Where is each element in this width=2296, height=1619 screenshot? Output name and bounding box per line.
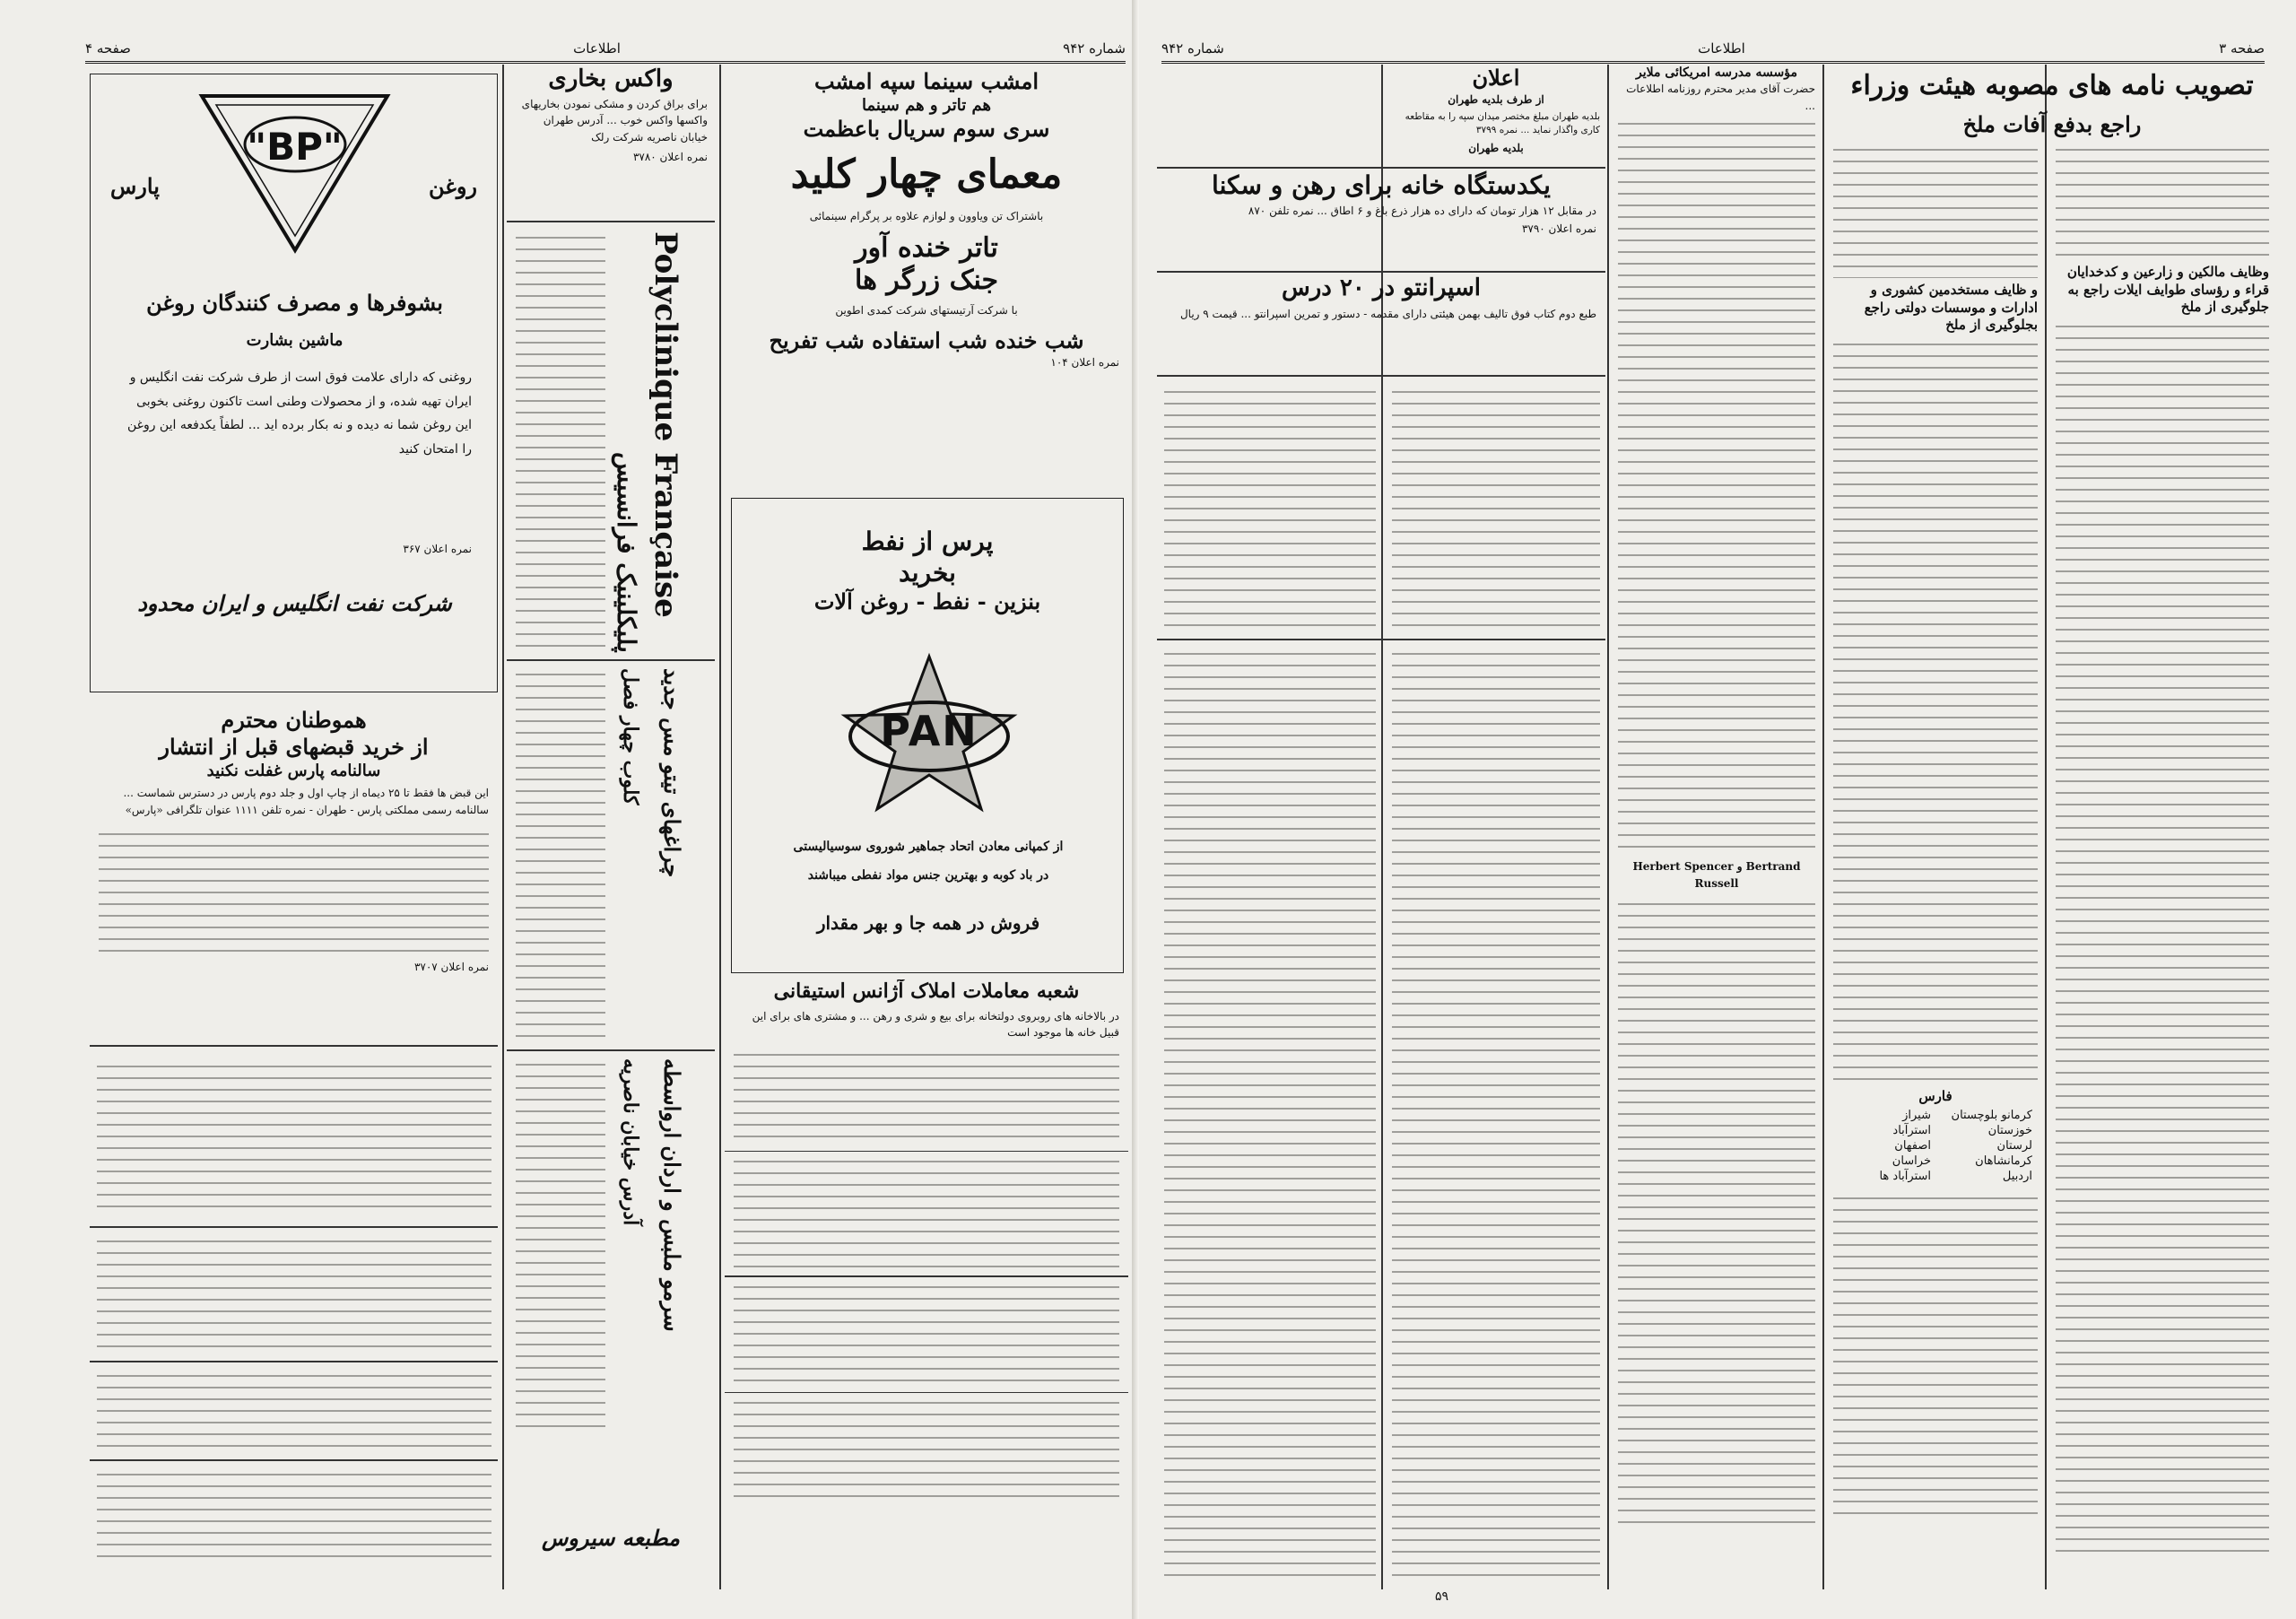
pars-line2: از خرید قبضهای قبل از انتشار [159,734,429,760]
pars-body: این قبض ها فقط تا ۲۵ دیماه از چاپ اول و جلد دوم پارس در دسترس شماست ... سالنامه رسمی مملکتی پارس - طهران - نمره تلفن ۱۱۱۱ عنوان تلگرافی «پارس» [123,787,489,816]
registry-title: شعبه معاملات املاک آژانس استیقانی [773,979,1080,1003]
column-rule [2045,65,2047,1589]
notice-rule [90,1361,498,1362]
folio-number: ۵۹ [1435,1589,1449,1604]
left-notices-column [90,1051,498,1589]
municipality-title: اعلان [1472,65,1520,91]
cinema-line6: تاتر خنده آور [855,231,998,264]
municipality-body: بلدیه طهران مبلغ مختصر میدان سپه را به مقاطعه کاری واگذار نماید ... نمره ۳۷۹۹ [1405,110,1600,136]
registry-lines-2 [734,1155,1119,1272]
municipality-signature: بلدیه طهران [1468,142,1524,155]
pars-body-lines [99,828,489,953]
column-rule [1607,65,1609,1589]
pan-line5: در باد کوبه و بهترین جنس مواد نفطی میباشند [807,868,1049,883]
polyclinic-title-fr: Polyclinique Française [648,231,683,618]
section-rule [507,221,715,222]
column-rule [1822,65,1824,1589]
bp-triangle-logo [198,92,391,254]
lead-article-col1 [2050,144,2274,1588]
lead-subtitle: راجع بدفع آفات ملخ [1962,111,2142,137]
section-rule [1157,167,1605,169]
pan-line3: بنزین - نفط - روغن آلات [813,588,1041,614]
lead-title: تصویب نامه های مصوبه هیئت وزراء [1850,70,2254,101]
section-rule [90,1045,498,1047]
provinces-heading: فارس [1918,1087,1952,1104]
philosophers-note: Herbert Spencer و Bertrand Russell [1632,860,1801,890]
printer-signature: مطبعه سیروس [541,1525,681,1551]
section-rule [507,659,715,661]
school-title: مؤسسه مدرسه امریکائی ملایر [1636,65,1797,80]
wax-notice-number: نمره اعلان ۳۷۸۰ [632,151,708,164]
cinema-ad [725,65,1128,522]
registry-section [725,979,1128,1589]
notice-rule [725,1151,1128,1153]
cinema-line3: سری سوم سریال باعظمت [803,116,1050,143]
lead-text-lines-3 [1833,144,2038,278]
right-running-head [1161,36,2265,64]
lead-text-lines [2056,144,2269,260]
pan-line6: فروش در همه جا و بهر مقدار [816,912,1040,934]
esperanto-body: طبع دوم کتاب فوق تالیف بهمن هیئتی دارای مقدمه - دستور و تمرین اسپرانتو ... قیمت ۹ ریال [1179,308,1596,321]
bp-signature: شرکت نفت انگلیس و ایران محدود [137,590,452,616]
wax-title: واکس بخاری [548,65,674,92]
article-lines-r4 [1164,648,1376,1580]
notice-block-1 [97,1060,491,1213]
province-item: کرمانو بلوچستان [1951,1109,2032,1122]
bp-notice-number: نمره اعلان ۳۶۷ [403,543,472,555]
house-ad [1157,170,1605,269]
section-rule [1157,375,1605,377]
left-page-number: صفحه ۴ [85,40,131,57]
notice-rule [90,1226,498,1228]
municipality-subtitle: از طرف بلدیه طهران [1448,93,1544,106]
province-item: کرمانشاهان [1975,1154,2032,1168]
right-issue-number: شماره ۹۴۲ [1161,40,1224,57]
registry-lines [734,1049,1119,1147]
school-text-lines [1618,118,1815,853]
cinema-line5: باشتراک تن ویاوون و لوازم علاوه بر پرگرام سینمائی [809,210,1044,223]
pars-line1: هموطنان محترم [221,707,367,733]
province-item: خوزستان [1987,1124,2032,1137]
registry-lines-3 [734,1281,1119,1388]
province-item: استرآباد ها [1879,1170,1931,1183]
notice-block-r1 [1392,386,1600,628]
cinema-line7: جنک زرگر ها [854,264,999,296]
pars-line3: سالنامه پارس غفلت نکنید [206,762,381,780]
vertical-ads-body-lines [516,668,605,1045]
bp-body: روغنی که دارای علامت فوق است از طرف شرکت نفت انگلیس و ایران تهیه شده، و از محصولات وطنی است تاکنون روغنی بخوبی این روغن شما نه دیده و نه بکار برده اید ... لطفاً یکدفعه این روغن را امتحان کنید [126,370,472,457]
pan-line4: از کمپانی معادن اتحاد جماهیر شوروی سوسیالیستی [793,840,1064,854]
notice-rule [725,1275,1128,1277]
registry-lines-4 [734,1397,1119,1504]
bp-word-pars: پارس [110,173,160,199]
bp-subhead: ماشین بشارت [246,331,344,350]
section-rule [1157,271,1605,273]
lead-section2: و ظایف مستخدمین کشوری و ادارات و موسسات دولتی راجع بجلوگیری از ملخ [1864,282,2038,333]
left-issue-number: شماره ۹۴۲ [1063,40,1126,57]
school-body: حضرت آقای مدیر محترم روزنامه اطلاعات ... [1626,83,1815,112]
bp-logo-text: "BP" [247,125,343,169]
lead-text-lines-4 [1833,338,2038,1083]
pars-yearbook-ad [90,700,498,1040]
pan-logo-text: PAN [880,707,978,755]
left-page [0,0,1139,1619]
column-rule [719,65,721,1589]
cinema-line8: با شرکت آرتیستهای شرکت کمدی اطوین [835,303,1018,317]
esperanto-title: اسپرانتو در ۲۰ درس [1281,274,1482,301]
left-running-head [85,36,1126,64]
house-notice-number: نمره اعلان ۳۷۹۰ [1521,222,1596,236]
bp-oil-ad [90,74,498,692]
pars-notice-number: نمره اعلان ۳۷۰۷ [413,960,489,973]
province-item: اردبیل [2002,1170,2032,1183]
bureau-address: آدرس خیابان ناصریه [619,1058,642,1226]
school-text-lines-2 [1618,898,1815,1526]
province-item: شیراز [1902,1109,1931,1122]
cinema-title: معمای چهار کلید [790,152,1063,198]
notice-block-3 [97,1370,491,1450]
polyclinic-title-fa: پلیکلینیک فرانسیس [612,452,641,653]
polyclinic-body-lines [516,231,605,653]
left-masthead: اطلاعات [573,40,621,57]
article-lines-r3 [1392,648,1600,1580]
lead-text-lines-2 [2056,320,2269,1558]
cinema-line1: امشب سینما سپه امشب [813,68,1039,94]
province-item: اصفهان [1894,1139,1931,1153]
cinema-line2: هم تاتر و هم سینما [862,96,991,115]
wax-body: برای براق کردن و مشکی نمودن بخاریهای واکسها واکس خوب ... آدرس طهران خیابان ناصریه شرکت رلک [521,97,708,144]
right-page-number: صفحه ۳ [2219,40,2265,57]
section-rule [507,1049,715,1051]
esperanto-ad [1157,274,1605,373]
section-rule [1157,639,1605,640]
house-body: در مقابل ۱۲ هزار تومان که دارای ده هزار ذرع باغ و ۶ اطاق ... نمره تلفن ۸۷۰ [1248,204,1596,217]
school-column [1613,65,1821,1589]
lamp-ad-title: چراغهای تیتو مس جدید [659,668,685,878]
pan-oil-ad [731,498,1124,973]
bureau-ad-title: سرمو ملبس و اردان ارواسطه [659,1058,685,1332]
bureau-body-lines [516,1058,605,1435]
province-item: لرستان [1996,1139,2032,1153]
wax-ad [507,65,715,217]
bp-word-roghan: روغن [429,173,477,199]
notice-rule [725,1392,1128,1394]
lead-article-col2 [1828,144,2043,1588]
notice-block-2 [97,1235,491,1352]
notice-block-r2 [1164,386,1376,628]
house-title: یکدستگاه خانه برای رهن و سکنا [1212,170,1551,200]
column-rule [502,65,504,1589]
province-item: خراسان [1892,1154,1931,1168]
notice-rule [90,1459,498,1461]
lead-section1: وظایف مالکین و زارعین و کدخدایان قراء و رؤسای طوایف ایلات راجع به جلوگیری از ملخ [2066,264,2269,315]
bp-headline: بشوفرها و مصرف کنندگان روغن [146,290,443,316]
province-item: استرآباد [1892,1124,1931,1137]
club-ad-title: کلوب چهار فصل [619,668,642,805]
lead-text-lines-5 [1833,1192,2038,1515]
pan-line2: بخرید [899,558,956,588]
provinces-list [1828,1105,2043,1187]
cinema-line9: شب خنده شب استفاده شب تفریح [769,327,1084,354]
right-page [1139,0,2296,1619]
right-masthead: اطلاعات [1698,40,1745,57]
notice-block-4 [97,1468,491,1567]
pan-line1: پرس از نفط [861,527,994,556]
cinema-notice-number: نمره اعلان ۱۰۴ [1050,356,1119,370]
registry-body: در بالاخانه های روبروی دولتخانه برای بیع و شری و رهن ... و مشتری های برای این قبیل خانه ها موجود است [752,1009,1119,1040]
